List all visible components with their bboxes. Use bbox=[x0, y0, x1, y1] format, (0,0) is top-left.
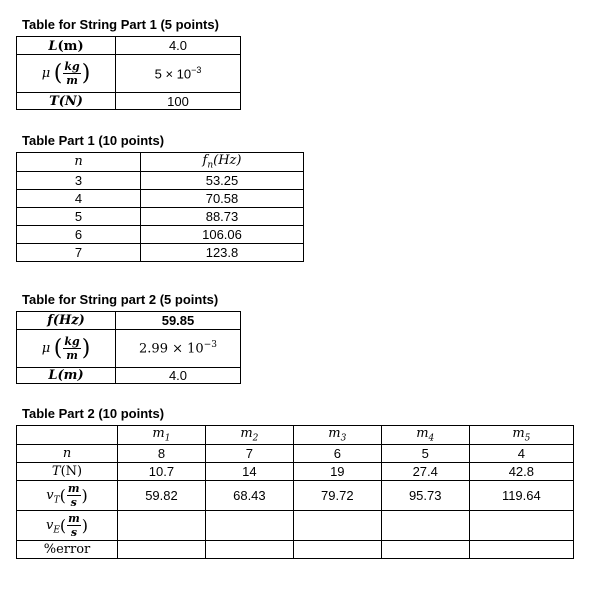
part1-frequency-table bbox=[16, 152, 304, 262]
table-row bbox=[17, 153, 304, 172]
table-row bbox=[17, 462, 574, 480]
ve-cell bbox=[293, 510, 381, 540]
mu-label: μ ( $\frac{kg}{m}$ ) bbox=[17, 55, 116, 93]
tension-cell: 27.4 bbox=[381, 462, 469, 480]
table-row bbox=[17, 37, 241, 55]
frequency-cell: 123.8 bbox=[141, 243, 304, 261]
mass-header-5: $m_5$ bbox=[469, 426, 573, 445]
length-value: 4.0 bbox=[116, 37, 241, 55]
n-cell: 4 bbox=[17, 189, 141, 207]
n-cell: 7 bbox=[17, 243, 141, 261]
table-row bbox=[17, 55, 241, 93]
error-cell bbox=[205, 540, 293, 558]
vt-cell: 79.72 bbox=[293, 480, 381, 510]
frequency-cell: 106.06 bbox=[141, 225, 304, 243]
n-cell: 6 bbox=[17, 225, 141, 243]
mu-value: $5 \times 10^{-3}$ bbox=[116, 55, 241, 93]
n-cell: 8 bbox=[118, 444, 206, 462]
table-row bbox=[17, 426, 574, 445]
mass-header-1: $m_1$ bbox=[118, 426, 206, 445]
mass-header-2: $m_2$ bbox=[205, 426, 293, 445]
frequency-value: 59.85 bbox=[116, 312, 241, 330]
mu-label: μ ( $\frac{kg}{m}$ ) bbox=[17, 330, 116, 368]
corner-cell bbox=[17, 426, 118, 445]
table-row bbox=[17, 171, 304, 189]
n-cell: 5 bbox=[381, 444, 469, 462]
table1-title: Table for String Part 1 (5 points) bbox=[22, 17, 219, 32]
error-cell bbox=[118, 540, 206, 558]
mu-value: $2.99 \times 10^{-3}$ bbox=[116, 330, 241, 368]
n-cell: 3 bbox=[17, 171, 141, 189]
ve-cell bbox=[118, 510, 206, 540]
table3-title: Table for String part 2 (5 points) bbox=[22, 292, 219, 307]
table-row bbox=[17, 510, 574, 540]
tension-cell: 10.7 bbox=[118, 462, 206, 480]
tension-value: 100 bbox=[116, 93, 241, 110]
table-row bbox=[17, 207, 304, 225]
frequency-cell: 53.25 bbox=[141, 171, 304, 189]
vt-cell: 95.73 bbox=[381, 480, 469, 510]
vt-cell: 59.82 bbox=[118, 480, 206, 510]
frequency-label: f(Hz) bbox=[17, 312, 116, 330]
vt-cell: 68.43 bbox=[205, 480, 293, 510]
vt-cell: 119.64 bbox=[469, 480, 573, 510]
row-label-tension: T(N) bbox=[17, 462, 118, 480]
table4-title: Table Part 2 (10 points) bbox=[22, 406, 165, 421]
table-row bbox=[17, 330, 241, 368]
mass-header-3: $m_3$ bbox=[293, 426, 381, 445]
length-label: L(m) bbox=[17, 368, 116, 384]
row-label-error: %error bbox=[17, 540, 118, 558]
n-cell: 6 bbox=[293, 444, 381, 462]
table2-title: Table Part 1 (10 points) bbox=[22, 133, 165, 148]
error-cell bbox=[469, 540, 573, 558]
row-label-ve: $v_E$( $\frac{m}{s}$ ) bbox=[17, 510, 118, 540]
table-row bbox=[17, 480, 574, 510]
table-row bbox=[17, 368, 241, 384]
error-cell bbox=[293, 540, 381, 558]
frequency-cell: 70.58 bbox=[141, 189, 304, 207]
row-label-n: n bbox=[17, 444, 118, 462]
header-n: n bbox=[17, 153, 141, 172]
header-frequency: $f_n(Hz)$ bbox=[141, 153, 304, 172]
tension-cell: 19 bbox=[293, 462, 381, 480]
error-cell bbox=[381, 540, 469, 558]
table-row bbox=[17, 540, 574, 558]
ve-cell bbox=[469, 510, 573, 540]
table-row bbox=[17, 225, 304, 243]
n-cell: 4 bbox=[469, 444, 573, 462]
length-value: 4.0 bbox=[116, 368, 241, 384]
table-row bbox=[17, 189, 304, 207]
table-row bbox=[17, 93, 241, 110]
tension-label: T(N) bbox=[17, 93, 116, 110]
mass-header-4: $m_4$ bbox=[381, 426, 469, 445]
row-label-vt: $v_T$( $\frac{m}{s}$ ) bbox=[17, 480, 118, 510]
string-part1-table bbox=[16, 36, 241, 110]
tension-cell: 42.8 bbox=[469, 462, 573, 480]
ve-cell bbox=[381, 510, 469, 540]
table-row bbox=[17, 243, 304, 261]
table-row bbox=[17, 444, 574, 462]
n-cell: 5 bbox=[17, 207, 141, 225]
n-cell: 7 bbox=[205, 444, 293, 462]
length-label: L(m) bbox=[17, 37, 116, 55]
frequency-cell: 88.73 bbox=[141, 207, 304, 225]
string-part2-table bbox=[16, 311, 241, 384]
table-row bbox=[17, 312, 241, 330]
tension-cell: 14 bbox=[205, 462, 293, 480]
ve-cell bbox=[205, 510, 293, 540]
part2-velocity-table bbox=[16, 425, 574, 559]
